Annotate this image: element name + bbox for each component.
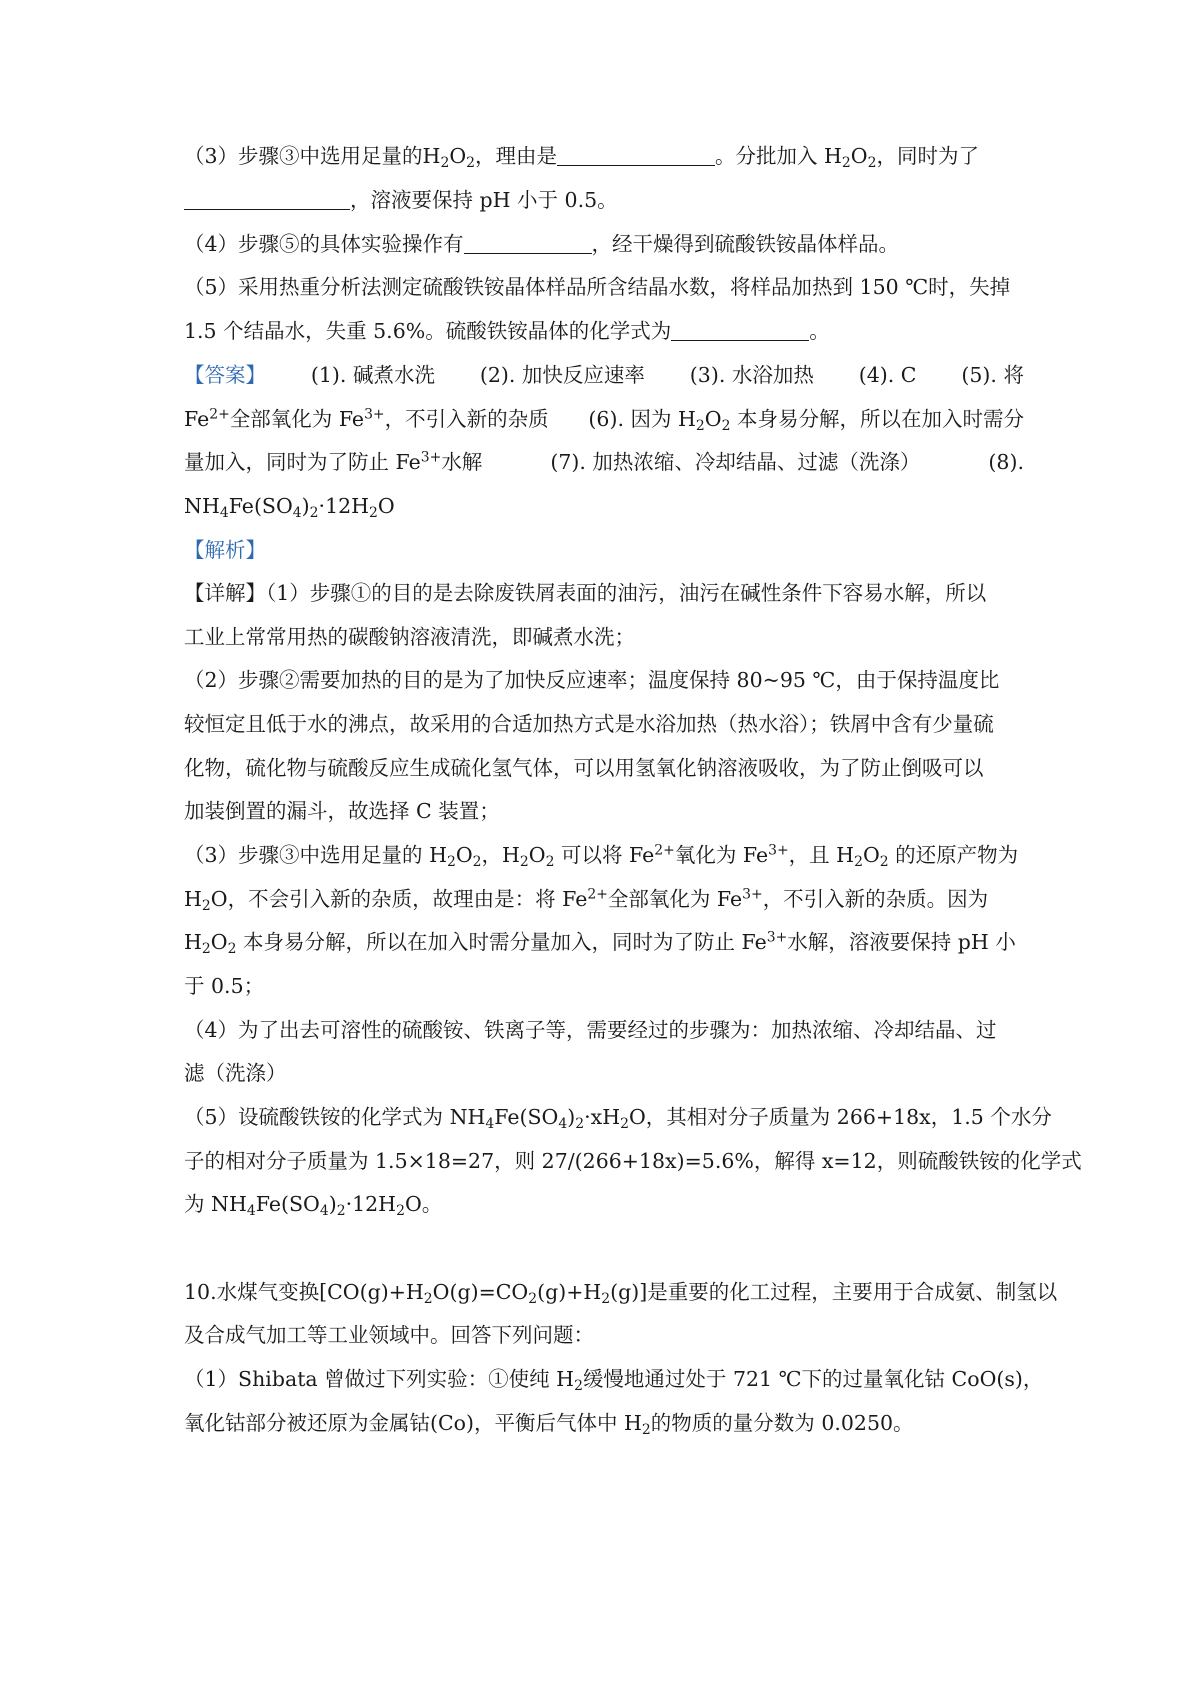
h2o2: $H_2O_2$ [422, 144, 475, 171]
answer-line3: 量加入，同时为了防止 $Fe^{3+}$水解 (7). 加热浓缩、冷却结晶、过滤（洗涤） (8). [184, 449, 1024, 474]
detail-p3-line2: $H_2O$，不会引入新的杂质，故理由是：将 $Fe^{2+}$全部氧化为 $Fe^{3+}$，不引入新的杂质。因为 [184, 886, 989, 914]
detail-p2-line4: 加装倒置的漏斗，故选择 C 装置； [184, 799, 500, 823]
h2o2: $H_2O_2$ [824, 144, 877, 171]
detail-p5-line2: 子的相对分子质量为 1.5×18=27，则 27/(266+18x)=5.6%，解得 x=12，则硫酸铁铵的化学式 [184, 1149, 1082, 1173]
blank-line [557, 145, 715, 166]
blank-line [671, 320, 809, 341]
blank-line [464, 233, 592, 254]
detail-p3-line4: 于 0.5； [184, 974, 265, 998]
detail-p5-line3: 为 $NH_4Fe(SO_4)_2\cdot 12H_2O$。 [184, 1192, 443, 1219]
detail-p2-line1: （2）步骤②需要加热的目的是为了加快反应速率；温度保持 80~95 ℃，由于保持温度比 [184, 668, 1000, 692]
q3-line1: （3）步骤③中选用足量的$H_2O_2$，理由是 。分批加入 $H_2O_2$，同时为了 [184, 144, 979, 171]
detail-p4-line2: 滤（洗涤） [184, 1061, 287, 1085]
q10-line4: 氧化钴部分被还原为金属钴(Co)，平衡后气体中 $H_2$的物质的量分数为 0.0250。 [184, 1411, 914, 1438]
answer-line1: 【答案】 (1). 碱煮水洗 (2). 加快反应速率 (3). 水浴加热 (4). C (5). 将 [184, 360, 1024, 390]
detail-p4-line1: （4）为了出去可溶性的硫酸铵、铁离子等，需要经过的步骤为：加热浓缩、冷却结晶、过 [184, 1018, 997, 1042]
detail-tag: 【详解】 [184, 581, 266, 605]
detail-p2-line2: 较恒定且低于水的沸点，故采用的合适加热方式是水浴加热（热水浴）；铁屑中含有少量硫 [184, 712, 994, 736]
q5-line2: 1.5 个结晶水，失重 5.6%。硫酸铁铵晶体的化学式为 。 [184, 319, 830, 343]
blank-line [184, 189, 350, 210]
q10-line1: 10.水煤气变换$[CO(g)+H_2O(g)=CO_2(g)+H_2(g)]$是重要的化工过程，主要用于合成氨、制氢以 [184, 1280, 1058, 1307]
detail-p3-line1: （3）步骤③中选用足量的 $H_2O_2$，$H_2O_2$ 可以将 $Fe^{2+}$氧化为 $Fe^{3+}$，且 $H_2O_2$ 的还原产物为 [184, 842, 1019, 870]
q3-line2: ，溶液要保持 pH 小于 0.5。 [184, 185, 1024, 215]
q4-line: （4）步骤⑤的具体实验操作有 ，经干燥得到硫酸铁铵晶体样品。 [184, 232, 900, 256]
answer-line2: $Fe^{2+}$全部氧化为 $Fe^{3+}$，不引入新的杂质 (6). 因为 $H_2O_2$ 本身易分解，所以在加入时需分 [184, 406, 1024, 434]
detail-p3-line3: $H_2O_2$ 本身易分解，所以在加入时需分量加入，同时为了防止 $Fe^{3+}$水解，溶液要保持 pH 小 [184, 929, 1016, 957]
detail-p1-line1: 【详解】（1）步骤①的目的是去除废铁屑表面的油污，油污在碱性条件下容易水解，所以 [184, 581, 987, 605]
detail-p5-line1: （5）设硫酸铁铵的化学式为 $NH_4Fe(SO_4)_2\cdot xH_2O$，其相对分子质量为 266+18x，1.5 个水分 [184, 1105, 1052, 1132]
answer-tag: 【答案】 [184, 363, 266, 387]
answer-formula: $NH_4Fe(SO_4)_2\cdot 12H_2O$ [184, 494, 395, 521]
q10-line2: 及合成气加工等工业领域中。回答下列问题： [184, 1323, 594, 1347]
analysis-tag: 【解析】 [184, 538, 266, 562]
detail-p2-line3: 化物，硫化物与硫酸反应生成硫化氢气体，可以用氢氧化钠溶液吸收，为了防止倒吸可以 [184, 756, 984, 780]
q10-line3: （1）Shibata 曾做过下列实验：①使纯 $H_2$缓慢地通过处于 721 ℃下的过量氧化钴 CoO(s)， [184, 1367, 1044, 1394]
q5-line1: （5）采用热重分析法测定硫酸铁铵晶体样品所含结晶水数，将样品加热到 150 ℃时，失掉 [184, 275, 1011, 299]
detail-p1-line2: 工业上常常用热的碳酸钠溶液清洗，即碱煮水洗； [184, 625, 635, 649]
